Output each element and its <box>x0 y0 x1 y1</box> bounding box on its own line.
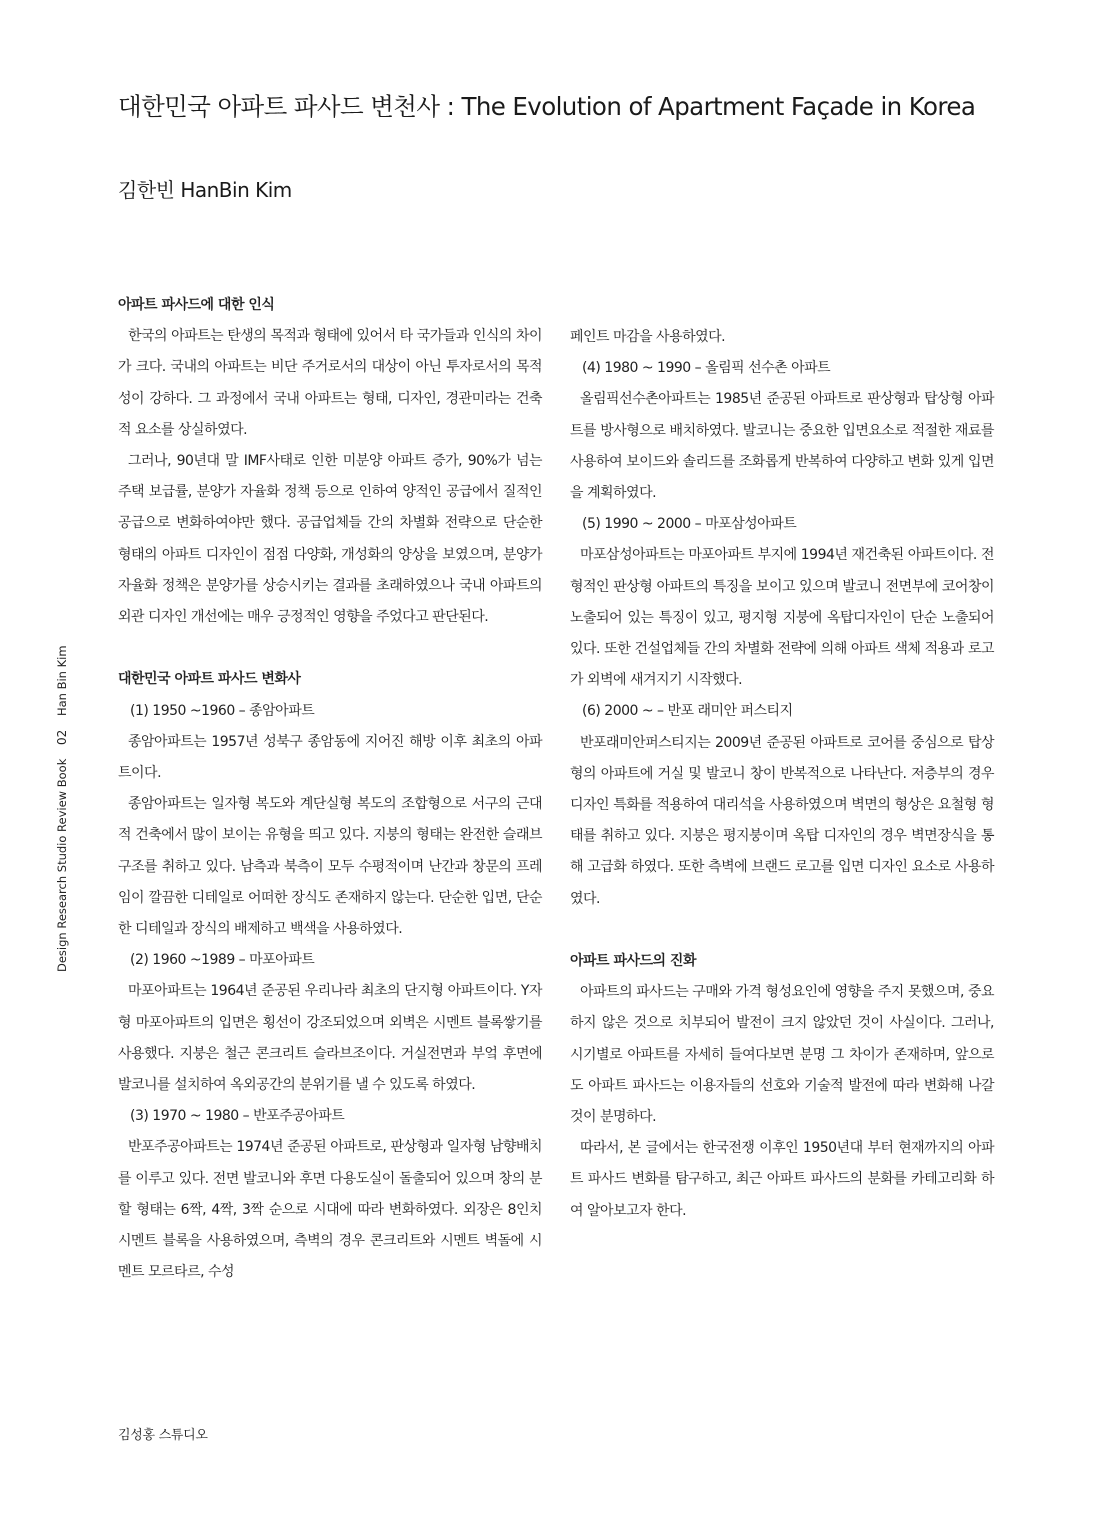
paragraph: 페인트 마감을 사용하였다. <box>570 329 726 345</box>
paragraph: 아파트의 파사드는 구매와 가격 형성요인에 영향을 주지 못했으며, 중요하지 않은 것으로 치부되어 발전이 크지 않았던 것이 사실이다. 그러나, 시기별로 아파트를 자세히 들여다보면 분명 그 차이가 존재하며, 앞으로도 아파트 파사드는 이용자들의 선호와 기술적 발전에 따라 변화해 나갈 것이 분명하다. <box>570 984 994 1126</box>
section-heading: 아파트 파사드의 진화 <box>570 953 696 970</box>
subsection-heading: (1) 1950 ~1960 – 종암아파트 <box>130 702 315 719</box>
section-heading: 아파트 파사드에 대한 인식 <box>118 297 275 313</box>
subsection-heading: (4) 1980 ~ 1990 – 올림픽 선수촌 아파트 <box>582 360 831 377</box>
paragraph: 반포래미안퍼스티지는 2009년 준공된 아파트로 코어를 중심으로 탑상형의 아파트에 거실 및 발코니 창이 반복적으로 나타난다. 저층부의 경우 디자인 특화를 적용하여 대리석을 사용하였으며 벽면의 형상은 요철형 형태를 취하고 있다. 지붕은 평지붕이며 옥탑 디자인의 경우 벽면장식을 통해 고급화 하였다. 또한 측벽에 브랜드 로고를 입면 디자인 요소로 사용하였다. <box>570 734 994 907</box>
paragraph: 올림픽선수촌아파트는 1985년 준공된 아파트로 판상형과 탑상형 아파트를 방사형으로 배치하였다. 발코니는 중요한 입면요소로 적절한 재료를 사용하여 보이드와 솔리드를 조화롭게 반복하여 다양하고 변화 있게 입면을 계획하였다. <box>570 391 994 502</box>
page-footer: 김성홍 스튜디오 <box>118 1428 208 1443</box>
side-author-name: Han Bin Kim <box>55 645 69 717</box>
paragraph: 마포삼성아파트는 마포아파트 부지에 1994년 재건축된 아파트이다. 전형적인 판상형 아파트의 특징을 보이고 있으며 발코니 전면부에 코어창이 노출되어 있는 특징이 있고, 평지형 지붕에 옥탑디자인이 단순 노출되어 있다. 또한 건설업체들 간의 차별화 전략에 의해 아파트 색체 적용과 로고가 외벽에 새겨지기 시작했다. <box>570 547 994 689</box>
paragraph: 종암아파트는 일자형 복도와 계단실형 복도의 조합형으로 서구의 근대적 건축에서 많이 보이는 유형을 띄고 있다. 지붕의 형태는 완전한 슬래브 구조를 취하고 있다. 남측과 북측이 모두 수평적이며 난간과 창문의 프레임이 깔끔한 디테일로 어떠한 장식도 존재하지 않는다. 단순한 입면, 단순한 디테일과 장식의 배제하고 백색을 사용하였다. <box>118 796 542 938</box>
paragraph: 마포아파트는 1964년 준공된 우리나라 최초의 단지형 아파트이다. Y자형 마포아파트의 입면은 횡선이 강조되었으며 외벽은 시멘트 블록쌓기를 사용했다. 지붕은 철근 콘크리트 슬라브조이다. 거실전면과 부엌 후면에 발코니를 설치하여 옥외공간의 분위기를 낼 수 있도록 하였다. <box>118 983 542 1094</box>
book-title: Design Research Studio Review Book <box>55 758 69 972</box>
page-number: 02 <box>55 729 69 745</box>
section-heading: 대한민국 아파트 파사드 변화사 <box>118 671 301 688</box>
subsection-heading: (2) 1960 ~1989 – 마포아파트 <box>130 952 315 969</box>
paragraph: 따라서, 본 글에서는 한국전쟁 이후인 1950년대 부터 현재까지의 아파트 파사드 변화를 탐구하고, 최근 아파트 파사드의 분화를 카테고리화 하여 알아보고자 한다. <box>570 1140 994 1219</box>
right-column <box>570 322 994 1227</box>
paragraph: 종암아파트는 1957년 성북구 종암동에 지어진 해방 이후 최초의 아파트이다. <box>118 733 542 782</box>
left-column <box>118 290 542 1288</box>
author-name: 김한빈 HanBin Kim <box>118 178 292 202</box>
paragraph: 반포주공아파트는 1974년 준공된 아파트로, 판상형과 일자형 남향배치를 이루고 있다. 전면 발코니와 후면 다용도실이 돌출되어 있으며 창의 분할 형태는 6짝, 4짝, 3짝 순으로 시대에 따라 변화하였다. 외장은 8인치 시멘트 블록을 사용하였으며, 측벽의 경우 콘크리트와 시멘트 벽돌에 시멘트 모르타르, 수성 <box>118 1139 542 1281</box>
paragraph: 한국의 아파트는 탄생의 목적과 형태에 있어서 타 국가들과 인식의 차이가 크다. 국내의 아파트는 비단 주거로서의 대상이 아닌 투자로서의 목적성이 강하다. 그 과정에서 국내 아파트는 형태, 디자인, 경관미라는 건축적 요소를 상실하였다. <box>118 328 542 438</box>
side-running-header <box>52 612 72 972</box>
page-title: 대한민국 아파트 파사드 변천사 : The Evolution of Apartment Façade in Korea <box>118 92 976 121</box>
subsection-heading: (6) 2000 ~ – 반포 래미안 퍼스티지 <box>582 703 793 720</box>
subsection-heading: (3) 1970 ~ 1980 – 반포주공아파트 <box>130 1108 345 1125</box>
subsection-heading: (5) 1990 ~ 2000 – 마포삼성아파트 <box>582 516 797 533</box>
paragraph: 그러나, 90년대 말 IMF사태로 인한 미분양 아파트 증가, 90%가 넘는 주택 보급률, 분양가 자율화 정책 등으로 인하여 양적인 공급에서 질적인 공급으로 변화하여야만 했다. 공급업체들 간의 차별화 전략으로 단순한 형태의 아파트 디자인이 점점 다양화, 개성화의 양상을 보였으며, 분양가 자율화 정책은 분양가를 상승시키는 결과를 초래하였으나 국내 아파트의 외관 디자인 개선에는 매우 긍정적인 영향을 주었다고 판단된다. <box>118 453 542 626</box>
